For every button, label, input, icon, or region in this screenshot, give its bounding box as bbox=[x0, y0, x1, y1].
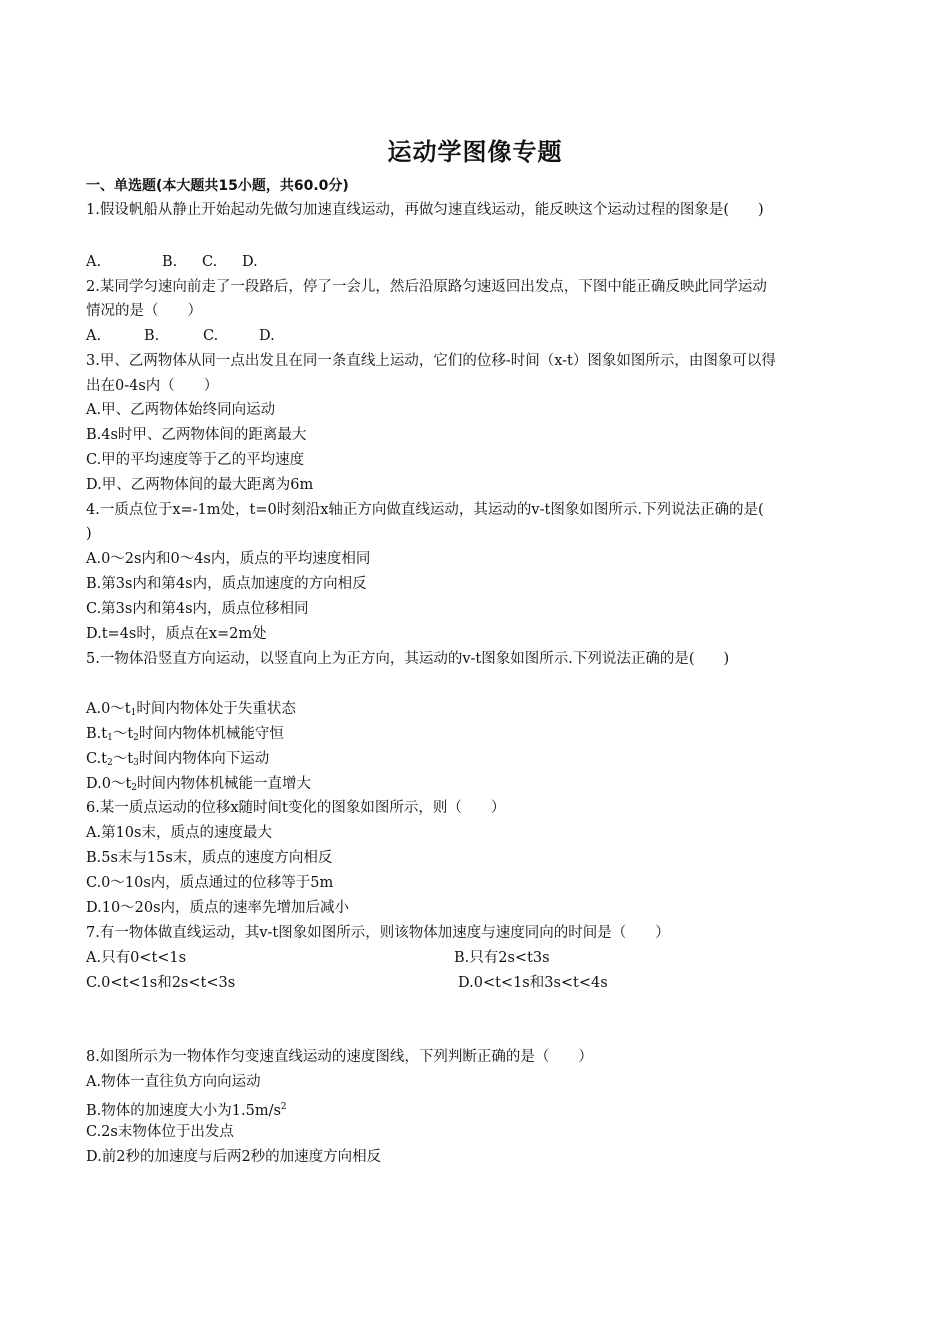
q4-stem-line2: ) bbox=[86, 526, 92, 542]
q8-option-b[interactable] bbox=[86, 1097, 876, 1121]
q5-a-sub: 1 bbox=[130, 708, 137, 718]
q1-stem: 1.假设帆船从静止开始起动先做匀加速直线运动，再做匀速直线运动，能反映这个运动过程的图象是( ) bbox=[86, 202, 764, 218]
q8-option-c[interactable]: C.2s末物体位于出发点 bbox=[86, 1124, 234, 1140]
q5-a-post: 时间内物体处于失重状态 bbox=[136, 701, 296, 717]
q1-options bbox=[86, 252, 876, 272]
q5-b-sub1: 1 bbox=[107, 733, 113, 743]
q8-option-d[interactable]: D.前2秒的加速度与后两2秒的加速度方向相反 bbox=[86, 1149, 382, 1165]
section-heading: 一、单选题(本大题共15小题，共60.0分) bbox=[86, 178, 349, 194]
q4-option-a[interactable]: A.0～2s内和0～4s内，质点的平均速度相同 bbox=[86, 551, 371, 567]
q7-stem: 7.有一物体做直线运动，其v-t图象如图所示，则该物体加速度与速度同向的时间是（ ） bbox=[86, 925, 670, 941]
q2-stem-line1: 2.某同学匀速向前走了一段路后，停了一会儿，然后沿原路匀速返回出发点，下图中能正确反映此同学运动 bbox=[86, 279, 767, 295]
q4-option-c[interactable]: C.第3s内和第4s内，质点位移相同 bbox=[86, 601, 309, 617]
q6-option-c[interactable]: C.0～10s内，质点通过的位移等于5m bbox=[86, 875, 334, 891]
q5-option-d[interactable] bbox=[86, 774, 876, 798]
q8-b-text: B.物体的加速度大小为1.5m/s bbox=[86, 1103, 281, 1119]
q3-stem-line1: 3.甲、乙两物体从同一点出发且在同一条直线上运动，它们的位移-时间（x-t）图象如图所示，由图象可以得 bbox=[86, 353, 776, 369]
q8-stem: 8.如图所示为一物体作匀变速直线运动的速度图线，下列判断正确的是（ ） bbox=[86, 1049, 593, 1065]
q5-d-post: 时间内物体机械能一直增大 bbox=[137, 776, 312, 792]
q6-stem: 6.某一质点运动的位移x随时间t变化的图象如图所示，则（ ） bbox=[86, 800, 506, 816]
q5-c-pre: C.t bbox=[86, 751, 108, 767]
q5-option-c[interactable] bbox=[86, 749, 876, 773]
page-title: 运动学图像专题 bbox=[387, 138, 563, 166]
q5-b-pre: B.t bbox=[86, 726, 108, 742]
q3-option-a[interactable]: A.甲、乙两物体始终同向运动 bbox=[86, 402, 276, 418]
q7-option-b[interactable]: B.只有2s<t3s bbox=[454, 950, 550, 966]
q3-option-b[interactable]: B.4s时甲、乙两物体间的距离最大 bbox=[86, 427, 307, 443]
q2-options bbox=[86, 326, 876, 346]
q5-c-sub1: 2 bbox=[107, 758, 113, 768]
q3-option-c[interactable]: C.甲的平均速度等于乙的平均速度 bbox=[86, 452, 305, 468]
q7-option-a[interactable]: A.只有0<t<1s bbox=[86, 950, 187, 966]
q5-d-pre: D.0～t bbox=[86, 776, 132, 792]
q2-stem-line2: 情况的是（ ） bbox=[86, 303, 202, 319]
q6-option-d[interactable]: D.10～20s内，质点的速率先增加后减小 bbox=[86, 900, 350, 916]
q5-option-b[interactable] bbox=[86, 724, 876, 748]
q1-option-c[interactable]: C. bbox=[202, 254, 218, 270]
q6-option-b[interactable]: B.5s末与15s末，质点的速度方向相反 bbox=[86, 850, 333, 866]
q5-b-sub2: 2 bbox=[133, 733, 139, 743]
q5-d-sub: 2 bbox=[131, 783, 138, 793]
q5-c-mid: ～t bbox=[112, 751, 134, 767]
q2-option-d[interactable]: D. bbox=[259, 328, 275, 344]
q2-option-b[interactable]: B. bbox=[144, 328, 160, 344]
q7-options-row2 bbox=[86, 973, 876, 993]
q1-option-a[interactable]: A. bbox=[86, 254, 102, 270]
q7-option-d[interactable]: D.0<t<1s和3s<t<4s bbox=[458, 975, 608, 991]
q5-b-mid: ～t bbox=[112, 726, 134, 742]
q1-option-d[interactable]: D. bbox=[242, 254, 258, 270]
q4-option-d[interactable]: D.t=4s时，质点在x=2m处 bbox=[86, 626, 267, 642]
q5-option-a[interactable] bbox=[86, 699, 876, 723]
q5-c-post: 时间内物体向下运动 bbox=[138, 751, 270, 767]
q4-option-b[interactable]: B.第3s内和第4s内，质点加速度的方向相反 bbox=[86, 576, 367, 592]
q2-option-a[interactable]: A. bbox=[86, 328, 102, 344]
q5-c-sub2: 3 bbox=[133, 758, 139, 768]
q5-a-pre: A.0～t bbox=[86, 701, 131, 717]
q7-option-c[interactable]: C.0<t<1s和2s<t<3s bbox=[86, 975, 236, 991]
q2-option-c[interactable]: C. bbox=[203, 328, 219, 344]
q3-option-d[interactable]: D.甲、乙两物体间的最大距离为6m bbox=[86, 477, 314, 493]
q8-b-sup: 2 bbox=[280, 1102, 287, 1112]
q8-option-a[interactable]: A.物体一直往负方向向运动 bbox=[86, 1074, 261, 1090]
q3-stem-line2: 出在0-4s内（ ） bbox=[86, 378, 219, 394]
q4-stem-line1: 4.一质点位于x=-1m处，t=0时刻沿x轴正方向做直线运动，其运动的v-t图象如图所示.下列说法正确的是( bbox=[86, 502, 764, 518]
q5-b-post: 时间内物体机械能守恒 bbox=[138, 726, 284, 742]
q6-option-a[interactable]: A.第10s末，质点的速度最大 bbox=[86, 825, 272, 841]
q7-options-row1 bbox=[86, 948, 876, 968]
q5-stem: 5.一物体沿竖直方向运动，以竖直向上为正方向，其运动的v-t图象如图所示.下列说法正确的是( ) bbox=[86, 651, 730, 667]
q1-option-b[interactable]: B. bbox=[162, 254, 178, 270]
